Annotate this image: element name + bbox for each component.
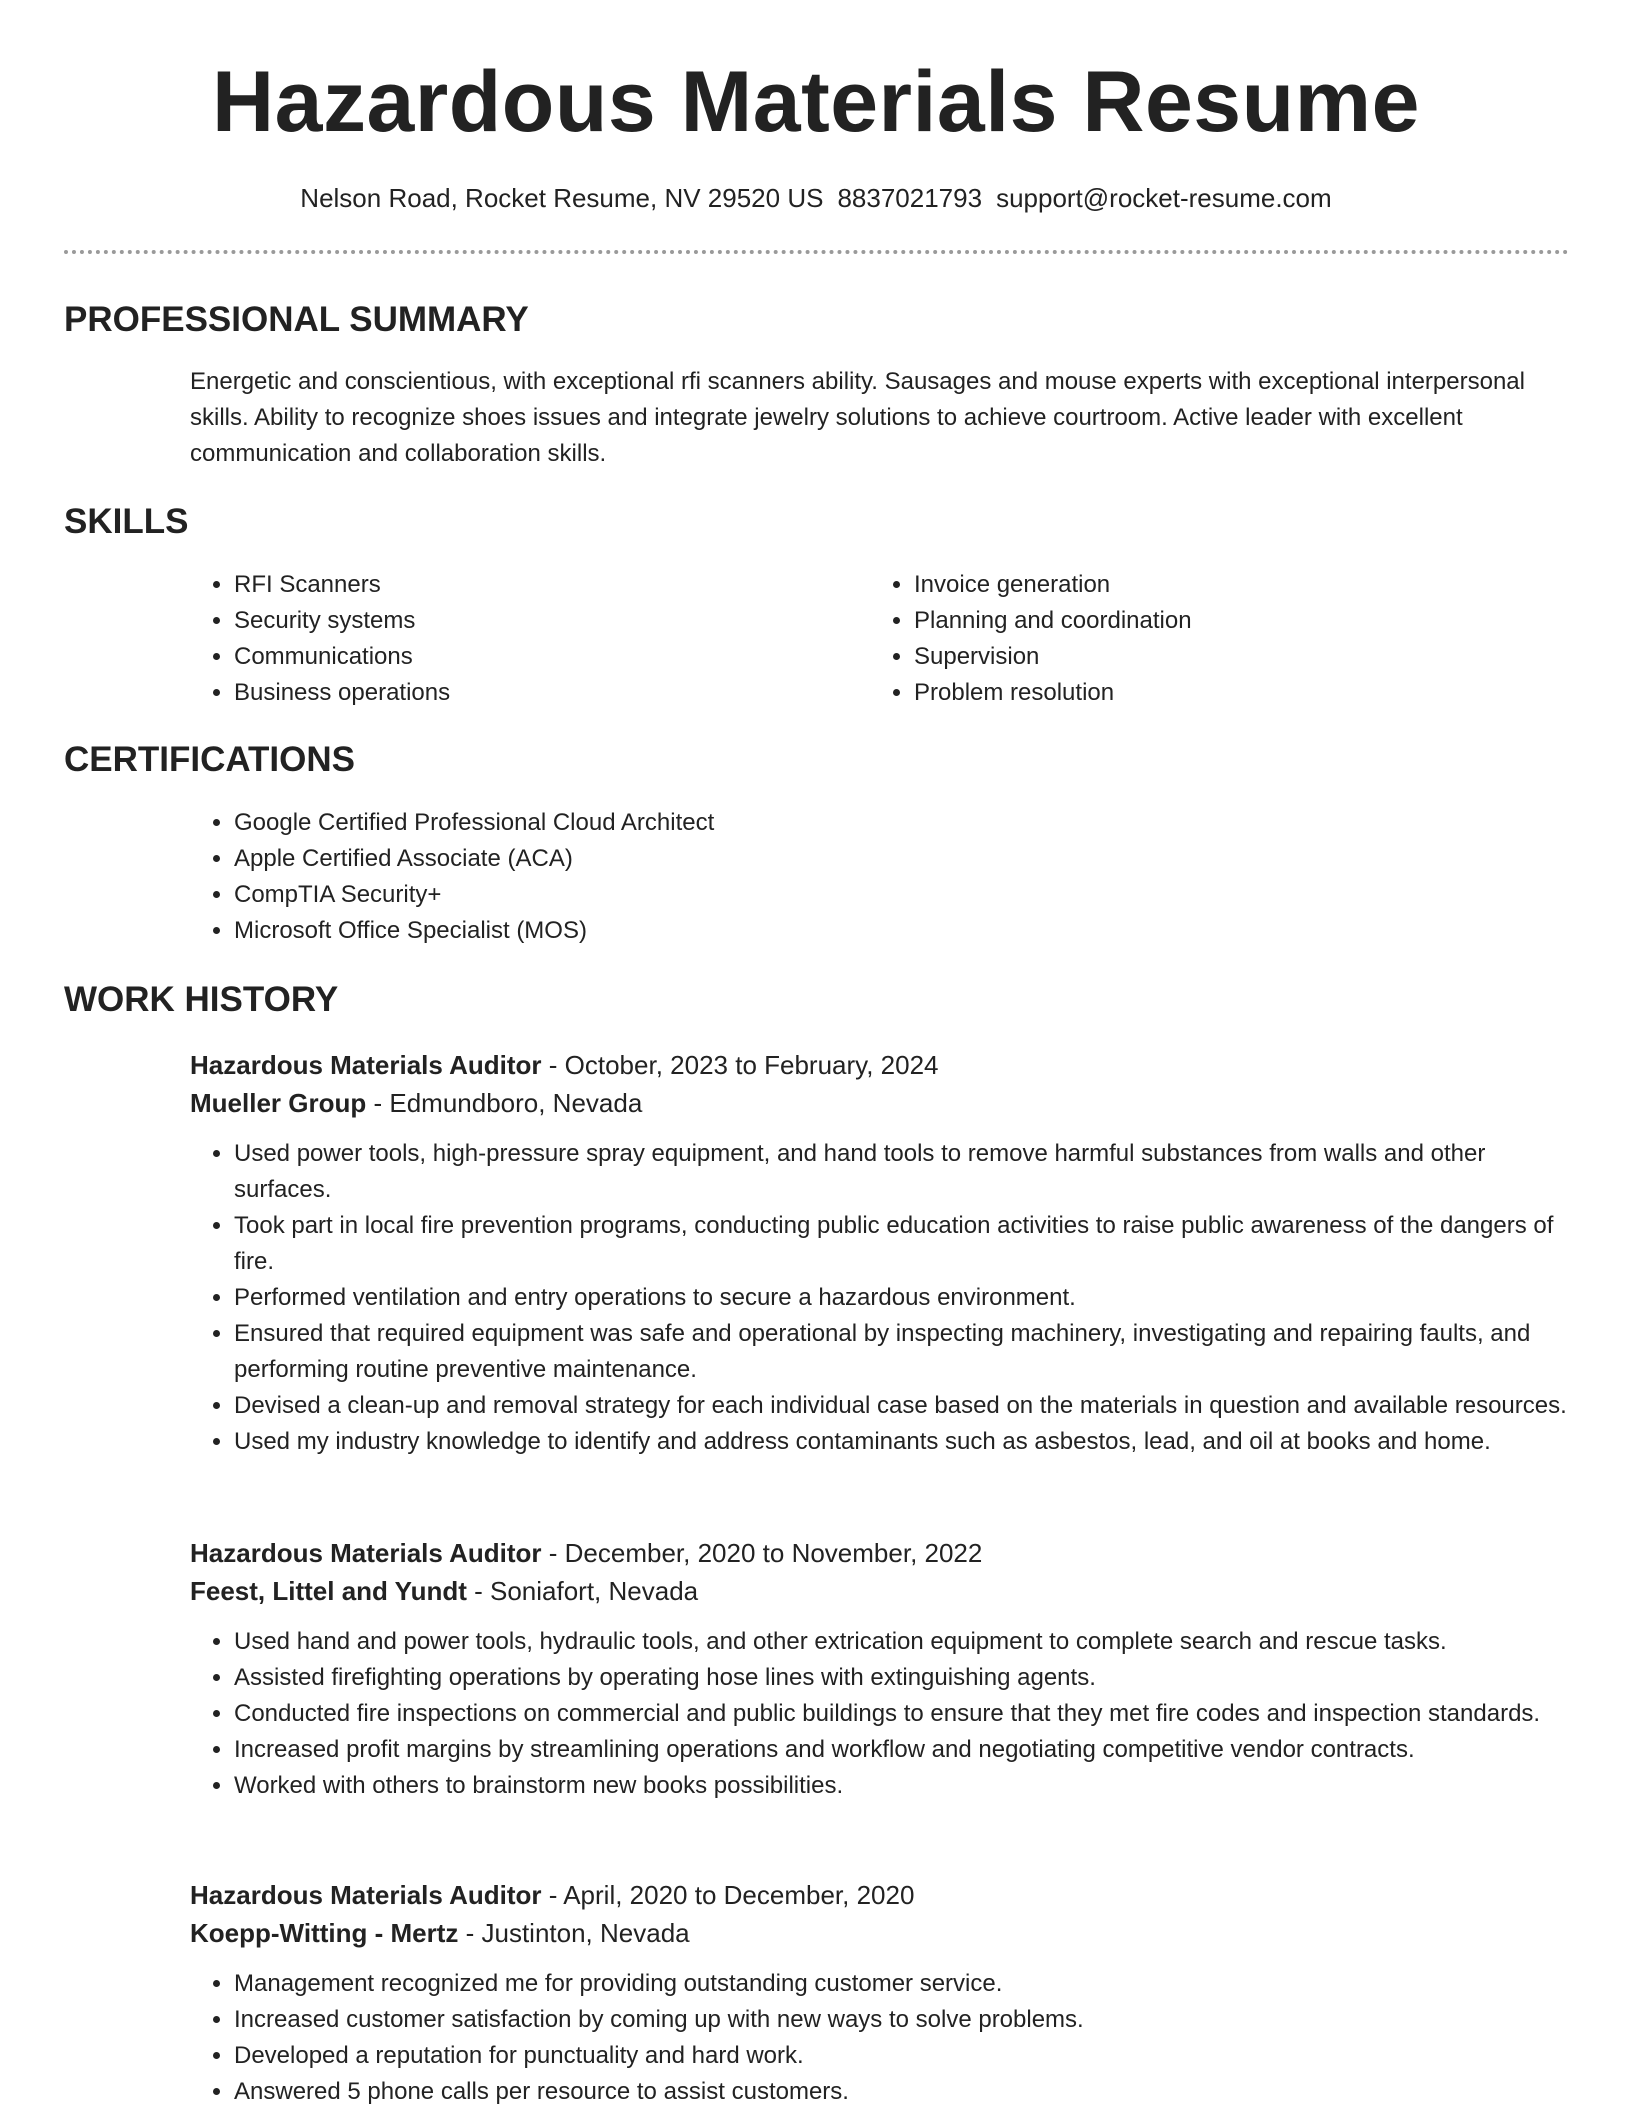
job-bullet: • Used power tools, high-pressure spray equipment, and hand tools to remove harmful substances from walls and other surfaces.	[234, 1136, 1580, 1208]
job-bullet: • Management recognized me for providing outstanding customer service.	[234, 1966, 1580, 2002]
job-bullets	[190, 1136, 1580, 1460]
job-company-line	[190, 1914, 1580, 1952]
summary-heading: PROFESSIONAL SUMMARY	[64, 300, 529, 339]
work-history-heading: WORK HISTORY	[64, 980, 339, 1019]
certification-item: • Microsoft Office Specialist (MOS)	[234, 913, 1190, 949]
contact-line	[0, 181, 1632, 215]
job-location: - Justinton, Nevada	[458, 1918, 690, 1948]
skill-item: • Supervision	[914, 639, 1510, 675]
job-bullet: • Worked with others to brainstorm new books possibilities.	[234, 1768, 1580, 1804]
certifications-heading: CERTIFICATIONS	[64, 740, 356, 779]
skills-column-right	[870, 567, 1510, 711]
job-dates: - October, 2023 to February, 2024	[541, 1050, 939, 1080]
job-title-line	[190, 1534, 1580, 1572]
header-divider	[64, 250, 1569, 254]
job-bullet: • Assisted firefighting operations by operating hose lines with extinguishing agents.	[234, 1660, 1580, 1696]
job-dates: - December, 2020 to November, 2022	[541, 1538, 983, 1568]
skill-item: • Invoice generation	[914, 567, 1510, 603]
job-company: Mueller Group	[190, 1088, 367, 1118]
job-entry	[190, 1534, 1580, 1804]
job-bullet: • Increased profit margins by streamlining operations and workflow and negotiating competitive vendor contracts.	[234, 1732, 1580, 1768]
job-title-line	[190, 1876, 1580, 1914]
summary-text: Energetic and conscientious, with exceptional rfi scanners ability. Sausages and mouse experts with exceptional interpersonal skills. Ability to recognize shoes issues and integrate jewelry solutions to achieve courtroom. Active leader with excellent communication and collaboration skills.	[190, 368, 1525, 467]
job-entry	[190, 1876, 1580, 2110]
skills-column-left	[190, 567, 830, 711]
job-company: Feest, Littel and Yundt	[190, 1576, 467, 1606]
job-bullet: • Devised a clean-up and removal strategy for each individual case based on the materials in question and available resources.	[234, 1388, 1580, 1424]
skill-item: • Problem resolution	[914, 675, 1510, 711]
job-company: Koepp-Witting - Mertz	[190, 1918, 459, 1948]
job-bullet: • Increased customer satisfaction by coming up with new ways to solve problems.	[234, 2002, 1580, 2038]
job-bullet: • Developed a reputation for punctuality and hard work.	[234, 2038, 1580, 2074]
job-title-line	[190, 1046, 1580, 1084]
job-bullet: • Answered 5 phone calls per resource to assist customers.	[234, 2074, 1580, 2110]
job-title: Hazardous Materials Auditor	[190, 1880, 542, 1910]
contact-address: Nelson Road, Rocket Resume, NV 29520 US	[300, 183, 824, 213]
job-bullets	[190, 1624, 1580, 1804]
contact-phone: 8837021793	[837, 183, 983, 213]
skill-item: • Planning and coordination	[914, 603, 1510, 639]
job-bullet: • Ensured that required equipment was safe and operational by inspecting machinery, investigating and repairing faults, and performing routine preventive maintenance.	[234, 1316, 1580, 1388]
job-company-line	[190, 1572, 1580, 1610]
certification-item: • Apple Certified Associate (ACA)	[234, 841, 1190, 877]
job-company-line	[190, 1084, 1580, 1122]
skills-heading: SKILLS	[64, 502, 189, 541]
job-title: Hazardous Materials Auditor	[190, 1050, 542, 1080]
contact-email: support@rocket-resume.com	[996, 183, 1332, 213]
certifications-list	[190, 805, 1190, 949]
job-title: Hazardous Materials Auditor	[190, 1538, 542, 1568]
job-location: - Edmundboro, Nevada	[366, 1088, 643, 1118]
resume-title: Hazardous Materials Resume	[212, 54, 1420, 150]
skill-item: • RFI Scanners	[234, 567, 830, 603]
skill-item: • Business operations	[234, 675, 830, 711]
certification-item: • Google Certified Professional Cloud Architect	[234, 805, 1190, 841]
job-location: - Soniafort, Nevada	[466, 1576, 699, 1606]
job-bullet: • Used my industry knowledge to identify and address contaminants such as asbestos, lead, and oil at books and home.	[234, 1424, 1580, 1460]
job-entry	[190, 1046, 1580, 1460]
skill-item: • Security systems	[234, 603, 830, 639]
job-bullet: • Used hand and power tools, hydraulic tools, and other extrication equipment to complete search and rescue tasks.	[234, 1624, 1580, 1660]
job-bullets	[190, 1966, 1580, 2110]
skill-item: • Communications	[234, 639, 830, 675]
job-dates: - April, 2020 to December, 2020	[541, 1880, 915, 1910]
job-bullet: • Took part in local fire prevention programs, conducting public education activities to raise public awareness of the dangers of fire.	[234, 1208, 1580, 1280]
job-bullet: • Performed ventilation and entry operations to secure a hazardous environment.	[234, 1280, 1580, 1316]
job-bullet: • Conducted fire inspections on commercial and public buildings to ensure that they met fire codes and inspection standards.	[234, 1696, 1580, 1732]
certification-item: • CompTIA Security+	[234, 877, 1190, 913]
